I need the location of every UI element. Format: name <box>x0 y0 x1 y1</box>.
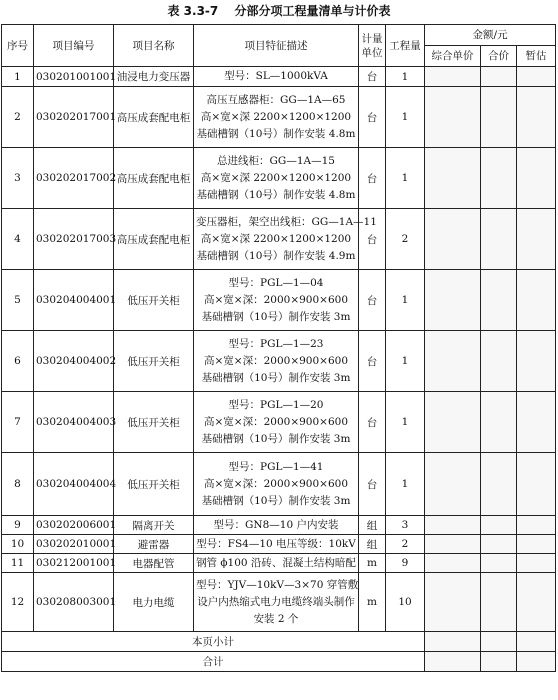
cell-name: 高压成套配电柜 <box>114 87 194 148</box>
cell-unit-price <box>425 573 481 632</box>
desc-line: 型号：YJV—10kV—3×70 穿管敷 <box>196 578 359 591</box>
cell-code: 030208003001 <box>34 573 114 632</box>
desc-line: 高×宽×深：2000×900×600 <box>204 293 348 306</box>
cell-code: 030204004004 <box>34 453 114 516</box>
cell-provisional <box>517 331 556 392</box>
desc-line: 高×宽×深 2200×1200×1200 <box>200 171 352 184</box>
desc-line: 型号：PGL—1—04 <box>228 276 324 289</box>
cell-qty: 1 <box>386 392 425 453</box>
cell-provisional <box>517 148 556 209</box>
cell-code: 030204004001 <box>34 270 114 331</box>
cell-provisional <box>517 270 556 331</box>
desc-line: 型号：SL—1000kVA <box>224 70 328 82</box>
cell-provisional <box>517 209 556 270</box>
cell-code: 030202017002 <box>34 148 114 209</box>
cell-total <box>481 573 517 632</box>
cell-total <box>481 535 517 554</box>
cell-unit: 台 <box>359 392 386 453</box>
cell-desc <box>194 209 377 270</box>
cell-unit-price <box>425 554 481 573</box>
cell-unit: 台 <box>359 209 386 270</box>
table-row <box>2 554 556 573</box>
table-row <box>2 270 556 331</box>
desc-line: 高×宽×深 2200×1200×1200 <box>200 232 352 245</box>
desc-line: 基础槽钢（10号）制作安装 4.9m <box>196 249 356 262</box>
cell-desc <box>194 148 359 209</box>
desc-line: 型号：GN8—10 户内安装 <box>213 518 339 531</box>
cell-unit-price <box>425 516 481 535</box>
cell-unit: 台 <box>359 87 386 148</box>
cell-desc <box>194 516 359 535</box>
cell-unit: m <box>359 554 386 573</box>
cell-unit-price <box>425 392 481 453</box>
desc-line: 基础槽钢（10号）制作安装 4.8m <box>196 188 356 201</box>
table-row <box>2 392 556 453</box>
cell-qty: 1 <box>386 331 425 392</box>
cell-provisional <box>517 453 556 516</box>
cell-code: 030202006001 <box>34 516 114 535</box>
subtotal-row <box>2 632 556 652</box>
header-unit: 计量单位 <box>359 25 386 67</box>
cell-code: 030202010001 <box>34 535 114 554</box>
table-row <box>2 148 556 209</box>
desc-line: 高×宽×深 2200×1200×1200 <box>200 110 352 123</box>
bill-of-quantities-table <box>1 24 556 672</box>
cell-name: 油浸电力变压器 <box>114 67 194 87</box>
subtotal-unit-price-cell <box>425 632 481 652</box>
desc-line: 钢管 ϕ100 沿砖、混凝土结构暗配 <box>196 556 356 569</box>
cell-name: 高压成套配电柜 <box>114 209 194 270</box>
cell-name: 低压开关柜 <box>114 270 194 331</box>
desc-line: 型号：PGL—1—41 <box>228 460 324 473</box>
cell-unit-price <box>425 535 481 554</box>
cell-qty: 1 <box>386 67 425 87</box>
cell-provisional <box>517 516 556 535</box>
cell-total <box>481 148 517 209</box>
header-code: 项目编号 <box>34 25 114 67</box>
grand-total-row <box>2 652 556 672</box>
cell-provisional <box>517 87 556 148</box>
cell-code: 030204004003 <box>34 392 114 453</box>
cell-seq: 7 <box>2 392 34 453</box>
grand-total-label: 合计 <box>2 652 425 672</box>
cell-seq: 2 <box>2 87 34 148</box>
cell-seq: 8 <box>2 453 34 516</box>
table-row <box>2 535 556 554</box>
cell-seq: 1 <box>2 67 34 87</box>
desc-line: 高×宽×深：2000×900×600 <box>204 354 348 367</box>
cell-qty: 9 <box>386 554 425 573</box>
cell-name: 电力电缆 <box>114 573 194 632</box>
cell-code: 030202017003 <box>34 209 114 270</box>
cell-qty: 3 <box>386 516 425 535</box>
cell-unit: 台 <box>359 331 386 392</box>
cell-total <box>481 209 517 270</box>
cell-desc <box>194 392 359 453</box>
cell-desc <box>194 554 359 573</box>
desc-line: 型号：PGL—1—20 <box>228 398 324 411</box>
desc-line: 安装 2 个 <box>253 612 299 625</box>
desc-line: 基础槽钢（10号）制作安装 3m <box>201 494 351 507</box>
cell-total <box>481 270 517 331</box>
cell-total <box>481 331 517 392</box>
desc-line: 基础槽钢（10号）制作安装 3m <box>201 371 351 384</box>
cell-seq: 4 <box>2 209 34 270</box>
cell-unit-price <box>425 453 481 516</box>
cell-qty: 1 <box>386 87 425 148</box>
desc-line: 基础槽钢（10号）制作安装 3m <box>201 310 351 323</box>
subtotal-provisional-cell <box>517 632 556 652</box>
header-name: 项目名称 <box>114 25 194 67</box>
table-number: 表 3.3-7 <box>167 4 219 18</box>
table-row <box>2 573 556 632</box>
cell-unit: 台 <box>359 148 386 209</box>
cell-name: 低压开关柜 <box>114 331 194 392</box>
table-row <box>2 67 556 87</box>
cell-unit-price <box>425 87 481 148</box>
cell-qty: 1 <box>386 270 425 331</box>
cell-provisional <box>517 67 556 87</box>
cell-seq: 9 <box>2 516 34 535</box>
cell-code: 030201001001 <box>34 67 114 87</box>
cell-name: 高压成套配电柜 <box>114 148 194 209</box>
cell-total <box>481 453 517 516</box>
table-body <box>2 67 556 632</box>
header-seq: 序号 <box>2 25 34 67</box>
total-provisional-cell <box>517 652 556 672</box>
header-qty: 工程量 <box>386 25 425 67</box>
cell-total <box>481 67 517 87</box>
desc-line: 高×宽×深：2000×900×600 <box>204 415 348 428</box>
desc-line: 高压互感器柜：GG—1A—65 <box>206 93 346 106</box>
header-unit-price: 综合单价 <box>425 46 481 67</box>
cell-qty: 2 <box>386 535 425 554</box>
cell-name: 隔离开关 <box>114 516 194 535</box>
cell-seq: 12 <box>2 573 34 632</box>
cell-desc <box>194 87 359 148</box>
desc-line: 变压器柜，架空出线柜：GG—1A—11 <box>196 215 377 228</box>
cell-unit: 台 <box>359 270 386 331</box>
cell-total <box>481 87 517 148</box>
table-row <box>2 453 556 516</box>
cell-total <box>481 554 517 573</box>
header-desc: 项目特征描述 <box>194 25 359 67</box>
cell-code: 030202017001 <box>34 87 114 148</box>
table-title <box>0 0 558 24</box>
desc-line: 基础槽钢（10号）制作安装 4.8m <box>196 127 356 140</box>
cell-desc <box>194 270 359 331</box>
cell-provisional <box>517 392 556 453</box>
cell-code: 030204004002 <box>34 331 114 392</box>
table-row <box>2 331 556 392</box>
cell-qty: 1 <box>386 148 425 209</box>
cell-total <box>481 392 517 453</box>
cell-desc <box>194 67 359 87</box>
subtotal-total-cell <box>481 632 517 652</box>
cell-desc <box>194 331 359 392</box>
cell-unit-price <box>425 148 481 209</box>
page-subtotal-label: 本页小计 <box>2 632 425 652</box>
total-total-cell <box>481 652 517 672</box>
cell-seq: 10 <box>2 535 34 554</box>
cell-code: 030212001001 <box>34 554 114 573</box>
cell-name: 电器配管 <box>114 554 194 573</box>
cell-name: 避雷器 <box>114 535 194 554</box>
cell-name: 低压开关柜 <box>114 453 194 516</box>
table-row <box>2 516 556 535</box>
cell-unit: 台 <box>359 453 386 516</box>
cell-unit: 台 <box>359 67 386 87</box>
cell-provisional <box>517 573 556 632</box>
cell-unit-price <box>425 331 481 392</box>
header-total: 合价 <box>481 46 517 67</box>
table-caption: 分部分项工程量清单与计价表 <box>234 4 391 18</box>
cell-qty: 10 <box>386 573 425 632</box>
cell-unit: m <box>359 573 386 632</box>
cell-seq: 11 <box>2 554 34 573</box>
cell-seq: 5 <box>2 270 34 331</box>
cell-total <box>481 516 517 535</box>
desc-line: 基础槽钢（10号）制作安装 3m <box>201 432 351 445</box>
cell-provisional <box>517 535 556 554</box>
total-unit-price-cell <box>425 652 481 672</box>
cell-unit-price <box>425 270 481 331</box>
cell-provisional <box>517 554 556 573</box>
cell-qty: 2 <box>386 209 425 270</box>
desc-line: 高×宽×深：2000×900×600 <box>204 477 348 490</box>
desc-line: 型号：FS4—10 电压等级：10kV <box>196 537 356 550</box>
header-row-1 <box>2 25 556 46</box>
desc-line: 设户内热缩式电力电缆终端头制作 <box>197 595 355 608</box>
cell-qty: 1 <box>386 453 425 516</box>
cell-unit: 组 <box>359 535 386 554</box>
desc-line: 总进线柜：GG—1A—15 <box>217 154 335 167</box>
table-row <box>2 209 556 270</box>
cell-unit: 组 <box>359 516 386 535</box>
cell-desc <box>194 453 359 516</box>
cell-name: 低压开关柜 <box>114 392 194 453</box>
cell-desc <box>194 535 359 554</box>
cell-seq: 3 <box>2 148 34 209</box>
cell-unit-price <box>425 209 481 270</box>
desc-line: 型号：PGL—1—23 <box>228 337 324 350</box>
cell-unit-price <box>425 67 481 87</box>
table-row <box>2 87 556 148</box>
header-provisional: 暂估 <box>517 46 556 67</box>
header-amount: 金额/元 <box>425 25 556 46</box>
cell-desc <box>194 573 359 632</box>
cell-seq: 6 <box>2 331 34 392</box>
